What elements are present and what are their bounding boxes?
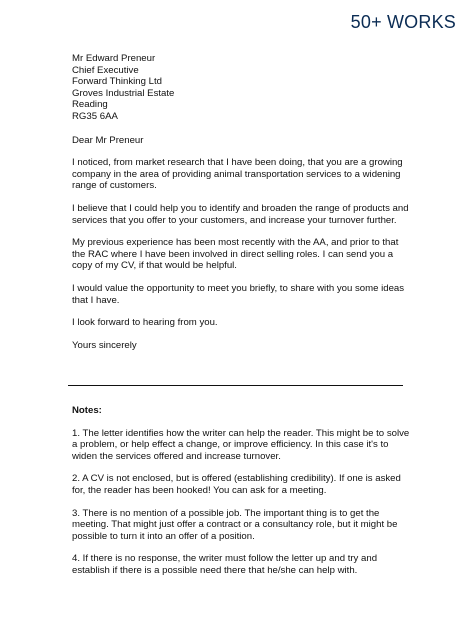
note-item-4: 4. If there is no response, the writer must follow the letter up and try and establish if there is a possible need there that he/she can help with. <box>72 553 378 576</box>
note-item-2: 2. A CV is not enclosed, but is offered (establishing credibility). If one is asked for, the reader has been hooked! You can ask for a meeting. <box>72 473 401 496</box>
note-item-3: 3. There is no mention of a possible job. The important thing is to get the meeting. That might just offer a contract or a consultancy role, but it might be possible to turn it into an offer of a position. <box>72 507 398 542</box>
letter-paragraph-5: I look forward to hearing from you. <box>72 317 218 329</box>
brand-logo: 50+ WORKS <box>350 12 456 32</box>
address-company: Forward Thinking Ltd <box>72 76 162 88</box>
address-name: Mr Edward Preneur <box>72 53 156 64</box>
letter-paragraph-2: I believe that I could help you to identify and broaden the range of products and services that you offer to your customers, and increase your turnover further. <box>72 202 409 226</box>
address-postcode: RG35 6AA <box>72 110 118 122</box>
address-street: Groves Industrial Estate <box>72 87 175 99</box>
address-town: Reading <box>72 99 108 111</box>
closing: Yours sincerely <box>72 339 137 351</box>
letter-body <box>72 53 412 351</box>
salutation: Dear Mr Preneur <box>72 134 144 146</box>
note-item-1: 1. The letter identifies how the writer can help the reader. This might be to solve a problem, or help effect a change, or improve efficiency. In this case it's to widen the services offered and increase turnover. <box>72 427 410 462</box>
notes-section <box>72 405 412 577</box>
letter-paragraph-1: I noticed, from market research that I have been doing, that you are a growing company in the area of providing animal transportation services to a widening range of customers. <box>72 157 403 192</box>
recipient-address <box>72 53 412 123</box>
divider-line <box>68 385 403 386</box>
letter-paragraph-4: I would value the opportunity to meet you briefly, to share with you some ideas that I have. <box>72 282 405 306</box>
notes-title: Notes: <box>72 405 102 416</box>
letter-paragraph-3: My previous experience has been most recently with the AA, and prior to that the RAC where I have been involved in direct selling roles. I can send you a copy of my CV, if that would be helpful. <box>72 237 399 272</box>
address-title: Chief Executive <box>72 64 139 76</box>
